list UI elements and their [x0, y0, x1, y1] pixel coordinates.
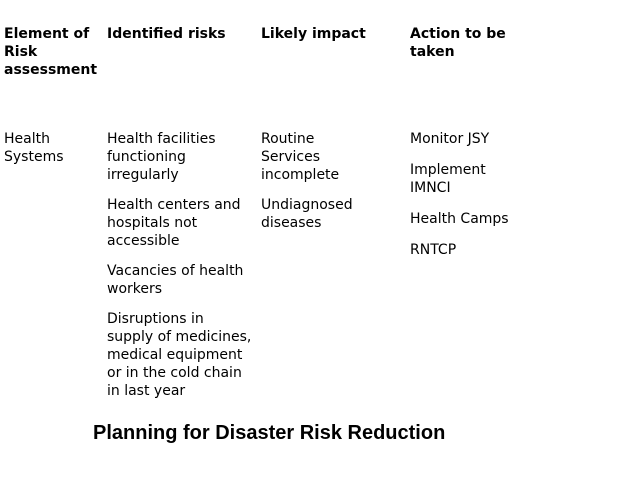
element-health-systems: Health Systems [4, 131, 64, 165]
header-likely-impact: Likely impact [261, 26, 366, 42]
header-identified-risks: Identified risks [107, 26, 226, 42]
action-item: Monitor JSY [410, 131, 490, 147]
risk-item: Health facilities functioning irregularly [107, 131, 216, 183]
risk-item: Vacancies of health workers [107, 263, 244, 297]
impact-item: Routine Services incomplete [261, 131, 340, 183]
risks-list [107, 130, 257, 412]
action-item: RNTCP [410, 242, 457, 258]
action-item: Health Camps [410, 211, 509, 227]
header-element: Element of Risk assessment [4, 26, 98, 78]
action-item: Implement IMNCI [410, 162, 486, 196]
impact-item: Undiagnosed diseases [261, 197, 353, 231]
slide-title: Planning for Disaster Risk Reduction [93, 422, 446, 444]
actions-list [410, 130, 530, 272]
risk-item: Health centers and hospitals not accessible [107, 197, 241, 249]
header-action: Action to be taken [410, 26, 506, 60]
risk-item: Disruptions in supply of medicines, medical equipment or in the cold chain in last year [107, 311, 252, 399]
impact-list [261, 130, 401, 244]
